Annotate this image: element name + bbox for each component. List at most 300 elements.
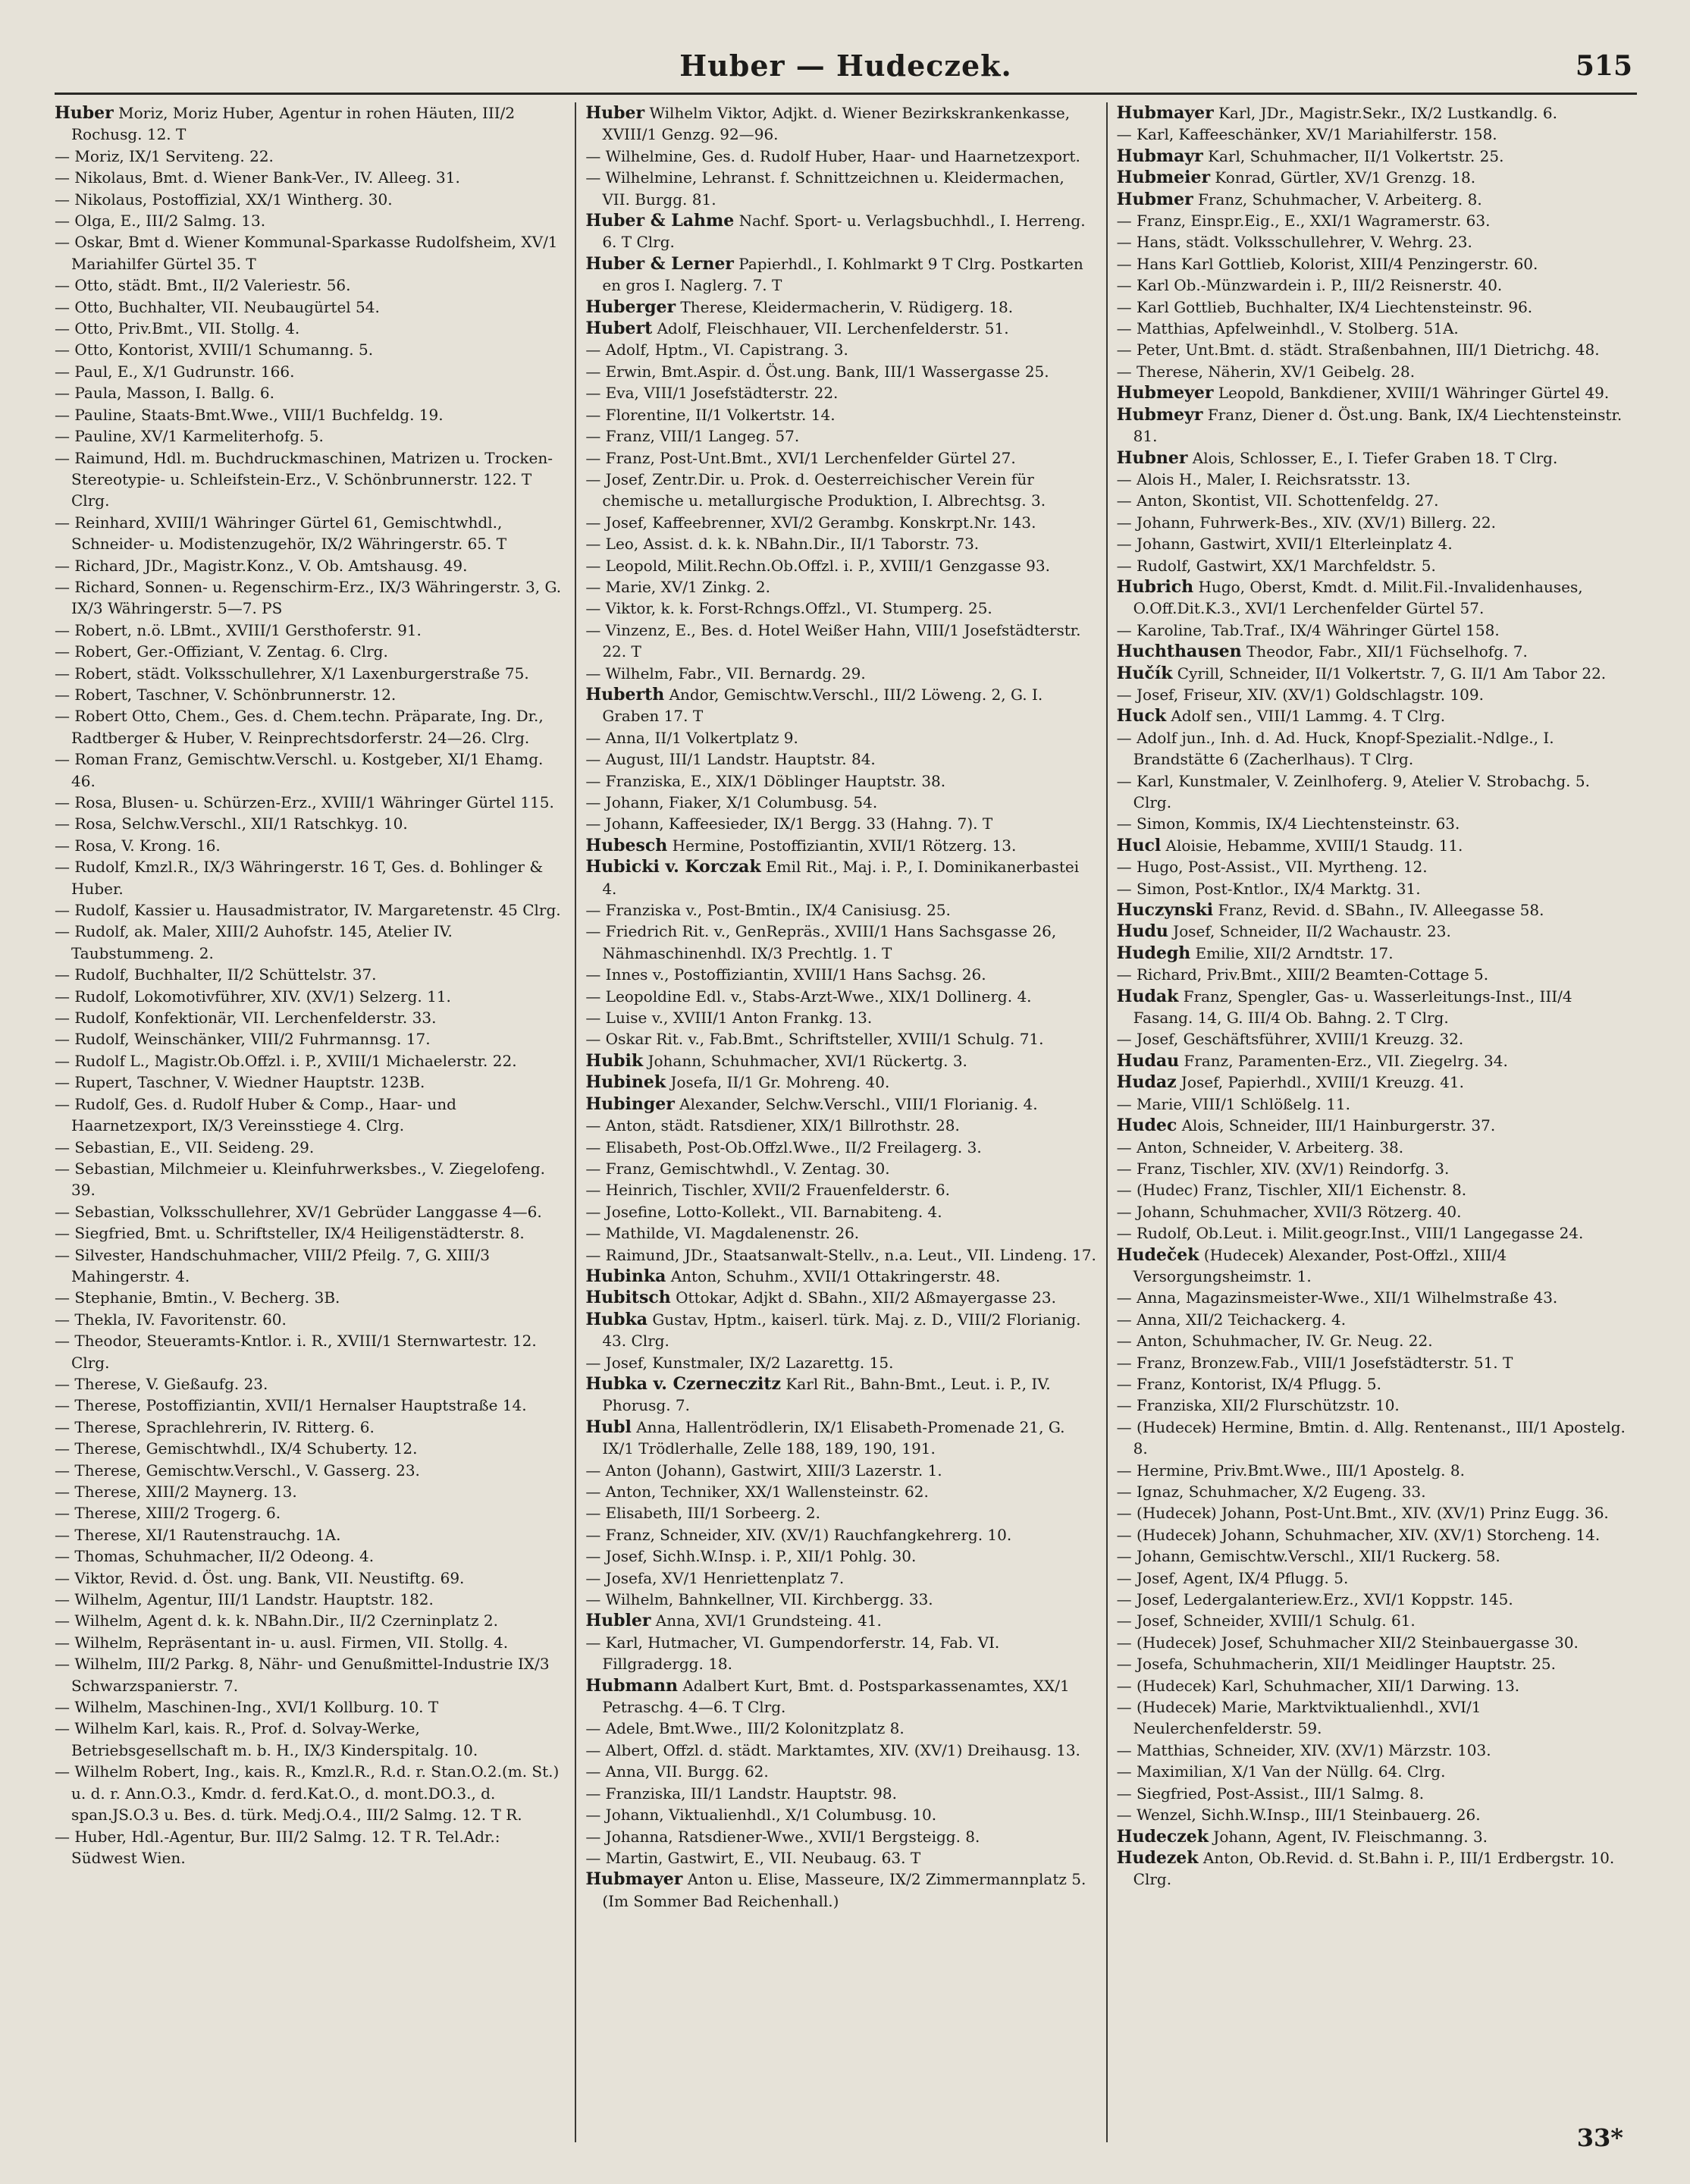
- entry-text: — Josef, Friseur, XIV. (XV/1) Goldschlagstr. 109.: [1116, 685, 1484, 704]
- directory-entry: [1117, 1395, 1628, 1416]
- entry-text: — Innes v., Postoffiziantin, XVIII/1 Hans Sachsg. 26.: [585, 965, 986, 984]
- entry-text: — Anton, Schuhmacher, IV. Gr. Neug. 22.: [1116, 1332, 1433, 1351]
- entry-text: — Wilhelm, Maschinen-Ing., XVI/1 Kollburg. 10. T: [55, 1698, 439, 1717]
- entry-text: Theodor, Fabr., XII/1 Füchselhofg. 7.: [1241, 642, 1528, 661]
- directory-entry: [55, 964, 566, 985]
- entry-text: — Wilhelm, Bahnkellner, VII. Kirchbergg. 33.: [585, 1590, 933, 1609]
- entry-surname: Hubert: [585, 318, 653, 339]
- entry-text: — Peter, Unt.Bmt. d. städt. Straßenbahnen, III/1 Dietrichg. 48.: [1116, 340, 1600, 359]
- entry-text: Anton, Ob.Revid. d. St.Bahn i. P., III/1 Erdbergstr. 10. Clrg.: [1133, 1848, 1615, 1889]
- entry-text: Cyrill, Schneider, II/1 Volkertstr. 7, G. II/1 Am Tabor 22.: [1172, 664, 1607, 682]
- directory-entry: [585, 1740, 1096, 1761]
- entry-text: — Simon, Kommis, IX/4 Liechtensteinstr. 63.: [1116, 814, 1460, 833]
- directory-entry: [1117, 1115, 1628, 1136]
- entry-text: — Wilhelmine, Ges. d. Rudolf Huber, Haar- und Haarnetzexport.: [585, 146, 1080, 165]
- entry-text: Anton, Schuhm., XVII/1 Ottakringerstr. 48.: [666, 1266, 1001, 1285]
- entry-text: — Franziska, XII/2 Flurschützstr. 10.: [1116, 1396, 1400, 1415]
- entry-text: Wilhelm Viktor, Adjkt. d. Wiener Bezirkskrankenkasse, XVIII/1 Genzg. 92—96.: [602, 104, 1071, 144]
- directory-entry: [585, 663, 1096, 684]
- directory-entry: [1117, 813, 1628, 834]
- directory-entry: [55, 1287, 566, 1308]
- columns: [55, 102, 1637, 2142]
- entry-text: Adalbert Kurt, Bmt. d. Postsparkassenamtes, XX/1 Petraschg. 4—6. T Clrg.: [602, 1676, 1070, 1717]
- entry-text: — Otto, Priv.Bmt., VII. Stollg. 4.: [55, 319, 300, 338]
- entry-text: — Richard, JDr., Magistr.Konz., V. Ob. Amtshausg. 49.: [55, 556, 468, 575]
- directory-entry: [1117, 1675, 1628, 1696]
- directory-entry: [1117, 275, 1628, 296]
- directory-entry: [585, 1072, 1096, 1093]
- directory-entry: [585, 1481, 1096, 1502]
- directory-entry: [585, 620, 1096, 663]
- directory-entry: [55, 231, 566, 275]
- directory-entry: [1117, 641, 1628, 662]
- directory-entry: [55, 447, 566, 512]
- directory-entry: [585, 792, 1096, 813]
- directory-entry: [1117, 1502, 1628, 1523]
- entry-text: — Alois H., Maler, I. Reichsratsstr. 13.: [1116, 469, 1411, 488]
- directory-entry: [1117, 943, 1628, 964]
- entry-text: — Johann, Viktualienhdl., X/1 Columbusg. 10.: [585, 1806, 937, 1825]
- entry-text: — Adolf jun., Inh. d. Ad. Huck, Knopf-Spezialit.-Ndlge., I. Brandstätte 6 (Zacherlhaus). T Clrg.: [1116, 728, 1554, 769]
- entry-text: — Marie, VIII/1 Schlößelg. 11.: [1116, 1094, 1351, 1113]
- directory-entry: [1117, 318, 1628, 339]
- entry-text: — Rudolf, Ges. d. Rudolf Huber & Comp., Haar- und Haarnetzexport, IX/3 Vereinsstiege 4. Clrg.: [55, 1094, 456, 1135]
- directory-entry: [585, 318, 1096, 339]
- directory-entry: [1117, 533, 1628, 554]
- entry-text: — Siegfried, Bmt. u. Schriftsteller, IX/4 Heiligenstädterstr. 8.: [55, 1224, 525, 1243]
- directory-entry: [585, 1115, 1096, 1136]
- directory-entry: [1117, 878, 1628, 899]
- entry-text: — Josef, Kunstmaler, IX/2 Lazarettg. 15.: [585, 1353, 894, 1372]
- entry-text: — Robert, Taschner, V. Schönbrunnerstr. 12.: [55, 685, 397, 704]
- directory-entry: [55, 792, 566, 813]
- entry-text: Nachf. Sport- u. Verlagsbuchhdl., I. Herreng. 6. T Clrg.: [602, 212, 1086, 252]
- entry-surname: Huberger: [585, 297, 676, 317]
- directory-entry: [585, 1266, 1096, 1287]
- entry-text: — Therese, Postoffiziantin, XVII/1 Hernalser Hauptstraße 14.: [55, 1396, 527, 1415]
- entry-text: — Oskar, Bmt d. Wiener Kommunal-Sparkasse Rudolfsheim, XV/1 Mariahilfer Gürtel 35. T: [55, 233, 558, 273]
- entry-text: Anna, Hallentrödlerin, IX/1 Elisabeth-Promenade 21, G. IX/1 Trödlerhalle, Zelle 188, 189, 190, 191.: [602, 1417, 1065, 1458]
- directory-entry: [585, 1610, 1096, 1631]
- entry-text: — Therese, XI/1 Rautenstrauchg. 1A.: [55, 1525, 341, 1544]
- directory-entry: [585, 813, 1096, 834]
- entry-text: — (Hudecek) Johann, Schuhmacher, XIV. (XV/1) Storcheng. 14.: [1116, 1525, 1601, 1544]
- entry-text: — Franziska v., Post-Bmtin., IX/4 Canisiusg. 25.: [585, 901, 951, 920]
- entry-text: — Josef, Sichh.W.Insp. i. P., XII/1 Pohlg. 30.: [585, 1547, 917, 1566]
- directory-entry: [55, 835, 566, 856]
- entry-text: — Rudolf, Ob.Leut. i. Milit.geogr.Inst., VIII/1 Langegasse 24.: [1116, 1224, 1584, 1243]
- entry-text: — Wilhelm, Agentur, III/1 Landstr. Hauptstr. 182.: [55, 1590, 434, 1609]
- directory-entry: [1117, 1460, 1628, 1481]
- entry-text: — Siegfried, Post-Assist., III/1 Salmg. 8.: [1116, 1784, 1425, 1803]
- entry-text: Josef, Schneider, II/2 Wachaustr. 23.: [1168, 922, 1451, 941]
- entry-text: Karl Rit., Bahn-Bmt., Leut. i. P., IV. Phorusg. 7.: [602, 1374, 1051, 1415]
- directory-entry: [585, 339, 1096, 360]
- directory-entry: [1117, 576, 1628, 620]
- entry-surname: Hubka: [585, 1309, 647, 1329]
- entry-text: — Rudolf L., Magistr.Ob.Offzl. i. P., XVIII/1 Michaelerstr. 22.: [55, 1051, 517, 1070]
- directory-entry: [1117, 1740, 1628, 1761]
- entry-surname: Hudau: [1116, 1050, 1180, 1071]
- directory-entry: [585, 1804, 1096, 1825]
- directory-entry: [1117, 512, 1628, 533]
- directory-entry: [55, 813, 566, 834]
- entry-text: — Karoline, Tab.Traf., IX/4 Währinger Gürtel 158.: [1116, 620, 1500, 639]
- directory-entry: [585, 1675, 1096, 1718]
- entry-text: — Karl, Kunstmaler, V. Zeinlhoferg. 9, Atelier V. Strobachg. 5. Clrg.: [1116, 771, 1590, 811]
- entry-text: — Karl Ob.-Münzwardein i. P., III/2 Reisnerstr. 40.: [1116, 276, 1503, 295]
- directory-entry: [1117, 1847, 1628, 1891]
- directory-entry: [1117, 1524, 1628, 1545]
- entry-text: — Friedrich Rit. v., GenRepräs., XVIII/1 Hans Sachsgasse 26, Nähmaschinenhdl. IX/3 Prechtlg. 1. T: [585, 922, 1057, 962]
- directory-entry: [585, 1179, 1096, 1200]
- entry-text: — Rudolf, ak. Maler, XIII/2 Auhofstr. 145, Atelier IV. Taubstummeng. 2.: [55, 922, 453, 962]
- directory-entry: [585, 1094, 1096, 1115]
- directory-entry: [585, 964, 1096, 985]
- directory-entry: [55, 748, 566, 792]
- entry-surname: Huczynski: [1116, 900, 1214, 921]
- entry-text: — Franz, Gemischtwhdl., V. Zentag. 30.: [585, 1159, 890, 1178]
- directory-entry: [1117, 899, 1628, 921]
- entry-text: — Josefine, Lotto-Kollekt., VII. Barnabiteng. 4.: [585, 1202, 942, 1221]
- directory-entry: [55, 512, 566, 555]
- directory-entry: [55, 856, 566, 899]
- directory-entry: [585, 210, 1096, 253]
- entry-text: — Wilhelm, Fabr., VII. Bernardg. 29.: [585, 664, 866, 682]
- directory-entry: [585, 361, 1096, 382]
- directory-entry: [55, 102, 566, 146]
- entry-text: (Hudecek) Alexander, Post-Offzl., XIII/4 Versorgungsheimstr. 1.: [1133, 1245, 1507, 1285]
- directory-entry: [55, 576, 566, 620]
- directory-entry: [1117, 404, 1628, 447]
- entry-text: — Olga, E., III/2 Salmg. 13.: [55, 212, 266, 231]
- directory-entry: [55, 1309, 566, 1330]
- directory-entry: [1117, 1761, 1628, 1782]
- directory-entry: [55, 1696, 566, 1718]
- directory-entry: [55, 339, 566, 360]
- entry-surname: Hubmeyr: [1116, 404, 1203, 425]
- entry-text: — Josef, Geschäftsführer, XVIII/1 Kreuzg. 32.: [1116, 1030, 1464, 1049]
- directory-entry: [55, 663, 566, 684]
- directory-entry: [585, 447, 1096, 469]
- entry-text: — Johann, Schuhmacher, XVII/3 Rötzerg. 40.: [1116, 1202, 1462, 1221]
- entry-text: Johann, Schuhmacher, XVI/1 Rückertg. 3.: [643, 1051, 967, 1070]
- directory-entry: [1117, 339, 1628, 360]
- entry-text: — Viktor, Revid. d. Öst. ung. Bank, VII. Neustiftg. 69.: [55, 1568, 465, 1587]
- sheet-signature: 33*: [1576, 2123, 1623, 2152]
- directory-entry: [55, 1028, 566, 1050]
- directory-entry: [55, 1610, 566, 1631]
- entry-text: — Leo, Assist. d. k. k. NBahn.Dir., II/1 Taborstr. 73.: [585, 535, 980, 554]
- directory-entry: [585, 1201, 1096, 1222]
- directory-entry: [1117, 1309, 1628, 1330]
- entry-text: — Stephanie, Bmtin., V. Becherg. 3B.: [55, 1288, 340, 1307]
- entry-surname: Hubmeier: [1116, 168, 1211, 188]
- entry-surname: Hubinger: [585, 1094, 675, 1114]
- entry-text: — Rosa, V. Krong. 16.: [55, 836, 221, 855]
- directory-entry: [1117, 1179, 1628, 1200]
- directory-entry: [1117, 1072, 1628, 1093]
- entry-text: — Anton, Techniker, XX/1 Wallensteinstr. 62.: [585, 1483, 929, 1501]
- entry-text: Alois, Schlosser, E., I. Tiefer Graben 18. T Clrg.: [1187, 448, 1558, 467]
- directory-entry: [1117, 1481, 1628, 1502]
- directory-entry: [1117, 1417, 1628, 1460]
- entry-text: — Hermine, Priv.Bmt.Wwe., III/1 Apostelg. 8.: [1116, 1461, 1465, 1480]
- directory-entry: [585, 253, 1096, 297]
- entry-text: — Rudolf, Kmzl.R., IX/3 Währingerstr. 16 T, Ges. d. Bohlinger & Huber.: [55, 858, 544, 898]
- directory-entry: [585, 1869, 1096, 1912]
- directory-entry: [585, 1761, 1096, 1782]
- directory-entry: [55, 1481, 566, 1502]
- entry-text: — Anton (Johann), Gastwirt, XIII/3 Lazerstr. 1.: [585, 1461, 942, 1480]
- entry-text: — Johann, Fuhrwerk-Bes., XIV. (XV/1) Billerg. 22.: [1116, 513, 1496, 532]
- directory-entry: [55, 167, 566, 188]
- entry-surname: Hubmeyer: [1116, 383, 1214, 403]
- directory-entry: [585, 555, 1096, 576]
- directory-entry: [55, 620, 566, 641]
- directory-entry: [1117, 1330, 1628, 1351]
- entry-text: — Theodor, Steueramts-Kntlor. i. R., XVIII/1 Sternwartestr. 12. Clrg.: [55, 1332, 537, 1372]
- directory-entry: [55, 1330, 566, 1373]
- entry-text: — Silvester, Handschuhmacher, VIII/2 Pfeilg. 7, G. XIII/3 Mahingerstr. 4.: [55, 1245, 491, 1285]
- entry-text: — Wenzel, Sichh.W.Insp., III/1 Steinbauerg. 26.: [1116, 1806, 1481, 1825]
- directory-entry: [55, 1761, 566, 1825]
- entry-text: — Robert Otto, Chem., Ges. d. Chem.techn. Präparate, Ing. Dr., Radtberger & Huber, V. Reinprechtsdorferstr. 24—26. Clrg.: [55, 707, 544, 747]
- entry-surname: Huber: [55, 103, 114, 123]
- directory-entry: [1117, 1094, 1628, 1115]
- entry-text: — Anton, Schneider, V. Arbeiterg. 38.: [1116, 1138, 1404, 1156]
- directory-entry: [585, 1632, 1096, 1675]
- column-1: [55, 102, 575, 2142]
- directory-entry: [1117, 663, 1628, 684]
- directory-entry: [1117, 1050, 1628, 1072]
- entry-text: — (Hudecek) Johann, Post-Unt.Bmt., XIV. (XV/1) Prinz Eugg. 36.: [1116, 1504, 1609, 1523]
- entry-text: — Rupert, Taschner, V. Wiedner Hauptstr. 123B.: [55, 1073, 425, 1092]
- entry-surname: Hudegh: [1116, 943, 1191, 963]
- entry-text: Adolf, Fleischhauer, VII. Lerchenfelderstr. 51.: [652, 319, 1009, 338]
- entry-text: — Elisabeth, Post-Ob.Offzl.Wwe., II/2 Freilagerg. 3.: [585, 1138, 982, 1156]
- entry-text: — (Hudec) Franz, Tischler, XII/1 Eichenstr. 8.: [1116, 1181, 1467, 1200]
- entry-surname: Hubmayr: [1116, 146, 1203, 166]
- entry-text: Ottokar, Adjkt d. SBahn., XII/2 Aßmayergasse 23.: [670, 1288, 1056, 1307]
- directory-entry: [1117, 1589, 1628, 1610]
- directory-entry: [585, 1718, 1096, 1739]
- entry-surname: Huber: [585, 103, 645, 123]
- directory-entry: [585, 404, 1096, 425]
- entry-surname: Hubinka: [585, 1266, 666, 1286]
- entry-text: — Simon, Post-Kntlor., IX/4 Marktg. 31.: [1116, 879, 1421, 898]
- entry-text: — Josefa, XV/1 Henriettenplatz 7.: [585, 1568, 845, 1587]
- entry-text: — Rosa, Blusen- u. Schürzen-Erz., XVIII/1 Währinger Gürtel 115.: [55, 793, 554, 811]
- entry-text: — Robert, Ger.-Offiziant, V. Zentag. 6. Clrg.: [55, 642, 388, 661]
- entry-text: — Wilhelmine, Lehranst. f. Schnittzeichnen u. Kleidermachen, VII. Burgg. 81.: [585, 168, 1064, 209]
- entry-text: Hugo, Oberst, Kmdt. d. Milit.Fil.-Invalidenhauses, O.Off.Dit.K.3., XVI/1 Lerchenfelder Gürtel 57.: [1133, 577, 1583, 618]
- entry-surname: Huberth: [585, 684, 665, 704]
- directory-entry: [1117, 210, 1628, 231]
- entry-text: — Heinrich, Tischler, XVII/2 Frauenfelderstr. 6.: [585, 1181, 950, 1200]
- entry-text: — Therese, Sprachlehrerin, IV. Ritterg. 6.: [55, 1417, 375, 1436]
- directory-entry: [1117, 1632, 1628, 1653]
- entry-text: — Johann, Fiaker, X/1 Columbusg. 54.: [585, 793, 878, 811]
- entry-text: — Otto, Kontorist, XVIII/1 Schumanng. 5.: [55, 340, 374, 359]
- directory-entry: [1117, 447, 1628, 469]
- directory-entry: [55, 1072, 566, 1093]
- entry-text: — Anton, Skontist, VII. Schottenfeldg. 27.: [1116, 491, 1439, 510]
- entry-text: — Anna, VII. Burgg. 62.: [585, 1762, 769, 1781]
- entry-text: — Luise v., XVIII/1 Anton Frankg. 13.: [585, 1009, 873, 1028]
- directory-entry: [585, 921, 1096, 964]
- entry-text: — Florentine, II/1 Volkertstr. 14.: [585, 405, 836, 424]
- directory-entry: [585, 1244, 1096, 1266]
- entry-text: — Moriz, IX/1 Serviteng. 22.: [55, 146, 274, 165]
- column-2: [575, 102, 1105, 2142]
- entry-text: — (Hudecek) Marie, Marktviktualienhdl., XVI/1 Neulerchenfelderstr. 59.: [1116, 1698, 1481, 1738]
- entry-text: — Adolf, Hptm., VI. Capistrang. 3.: [585, 340, 848, 359]
- directory-entry: [585, 1826, 1096, 1847]
- entry-text: Papierhdl., I. Kohlmarkt 9 T Clrg. Postkarten en gros I. Naglerg. 7. T: [602, 254, 1083, 295]
- directory-entry: [1117, 189, 1628, 210]
- directory-entry: [55, 1826, 566, 1869]
- entry-text: Franz, Revid. d. SBahn., IV. Alleegasse 58.: [1213, 901, 1544, 920]
- directory-entry: [585, 512, 1096, 533]
- entry-text: Gustav, Hptm., kaiserl. türk. Maj. z. D., VIII/2 Florianig. 43. Clrg.: [602, 1310, 1081, 1351]
- entry-surname: Hudec: [1116, 1116, 1177, 1136]
- entry-text: — Anna, Magazinsmeister-Wwe., XII/1 Wilhelmstraße 43.: [1116, 1288, 1558, 1307]
- entry-text: — Paul, E., X/1 Gudrunstr. 166.: [55, 362, 295, 381]
- running-title: Huber — Hudeczek.: [679, 49, 1012, 83]
- directory-entry: [1117, 382, 1628, 403]
- directory-entry: [585, 899, 1096, 921]
- entry-text: — Rosa, Selchw.Verschl., XII/1 Ratschkyg. 10.: [55, 814, 408, 833]
- entry-text: — Maximilian, X/1 Van der Nüllg. 64. Clrg.: [1116, 1762, 1446, 1781]
- directory-entry: [585, 1050, 1096, 1072]
- entry-text: — Karl Gottlieb, Buchhalter, IX/4 Liechtensteinstr. 96.: [1116, 297, 1533, 316]
- entry-text: Josefa, II/1 Gr. Mohreng. 40.: [666, 1073, 890, 1092]
- entry-text: — Thekla, IV. Favoritenstr. 60.: [55, 1310, 287, 1329]
- directory-entry: [585, 1567, 1096, 1589]
- entry-surname: Hubik: [585, 1050, 644, 1071]
- entry-text: — (Hudecek) Hermine, Bmtin. d. Allg. Rentenanst., III/1 Apostelg. 8.: [1116, 1417, 1626, 1458]
- entry-text: — Rudolf, Weinschänker, VIII/2 Fuhrmannsg. 17.: [55, 1030, 431, 1049]
- directory-entry: [55, 1094, 566, 1137]
- directory-entry: [1117, 231, 1628, 253]
- entry-text: — Franz, VIII/1 Langeg. 57.: [585, 427, 800, 446]
- entry-text: — Therese, V. Gießaufg. 23.: [55, 1374, 268, 1393]
- entry-text: — Albert, Offzl. d. städt. Marktamtes, XIV. (XV/1) Dreihausg. 13.: [585, 1740, 1080, 1759]
- directory-entry: [1117, 1028, 1628, 1050]
- entry-text: — Rudolf, Lokomotivführer, XIV. (XV/1) Selzerg. 11.: [55, 987, 451, 1006]
- entry-text: — Wilhelm, III/2 Parkg. 8, Nähr- und Genußmittel-Industrie IX/3 Schwarzspanierstr. 7.: [55, 1655, 550, 1695]
- entry-surname: Huber & Lahme: [585, 211, 735, 231]
- directory-entry: [1117, 253, 1628, 275]
- entry-text: — Therese, Gemischtwhdl., IX/4 Schuberty. 12.: [55, 1439, 418, 1458]
- directory-entry: [1117, 1287, 1628, 1308]
- directory-entry: [1117, 297, 1628, 318]
- entry-text: — Anton, städt. Ratsdiener, XIX/1 Billrothstr. 28.: [585, 1116, 960, 1135]
- directory-entry: [585, 425, 1096, 447]
- entry-surname: Hubka v. Czerneczitz: [585, 1373, 782, 1394]
- directory-entry: [1117, 770, 1628, 814]
- entry-text: — Wilhelm Robert, Ing., kais. R., Kmzl.R., R.d. r. Stan.O.2.(m. St.) u. d. r. Ann.O.3., Kmdr. d. ferd.Kat.O., d. mont.DO.3., d. span.JS.O.3 u. Bes. d. türk. Medj.O.4., III/2 Salmg. 12. T R.: [55, 1762, 560, 1825]
- entry-text: — Josefa, Schuhmacherin, XII/1 Meidlinger Hauptstr. 25.: [1116, 1655, 1556, 1674]
- entry-text: — Mathilde, VI. Magdalenenstr. 26.: [585, 1224, 860, 1243]
- directory-entry: [55, 1460, 566, 1481]
- directory-entry: [55, 555, 566, 576]
- entry-surname: Hubicki v. Korczak: [585, 857, 761, 877]
- entry-surname: Huck: [1116, 706, 1167, 726]
- directory-entry: [55, 1201, 566, 1222]
- directory-entry: [1117, 986, 1628, 1029]
- directory-entry: [585, 382, 1096, 403]
- entry-text: — Therese, Gemischtw.Verschl., V. Gasserg. 23.: [55, 1461, 420, 1480]
- directory-entry: [55, 1502, 566, 1523]
- entry-text: — Franz, Post-Unt.Bmt., XVI/1 Lerchenfelder Gürtel 27.: [585, 448, 1016, 467]
- directory-entry: [55, 684, 566, 705]
- directory-entry: [55, 1244, 566, 1288]
- directory-entry: [585, 1783, 1096, 1804]
- directory-entry: [1117, 102, 1628, 124]
- entry-text: — Johann, Gastwirt, XVII/1 Elterleinplatz 4.: [1116, 535, 1453, 554]
- directory-entry: [585, 533, 1096, 554]
- entry-text: Anna, XVI/1 Grundsteing. 41.: [651, 1611, 882, 1630]
- directory-entry: [1117, 1244, 1628, 1288]
- directory-entry: [1117, 555, 1628, 576]
- entry-text: — Karl, Kaffeeschänker, XV/1 Mariahilferstr. 158.: [1116, 125, 1497, 144]
- directory-entry: [55, 705, 566, 748]
- directory-entry: [585, 1524, 1096, 1545]
- entry-text: Josef, Papierhdl., XVIII/1 Kreuzg. 41.: [1176, 1073, 1465, 1092]
- entry-text: Emilie, XII/2 Arndtstr. 17.: [1190, 943, 1394, 962]
- entry-text: — Otto, Buchhalter, VII. Neubaugürtel 54.: [55, 297, 380, 316]
- entry-surname: Hucl: [1116, 835, 1162, 855]
- entry-text: Andor, Gemischtw.Verschl., III/2 Löweng. 2, G. I. Graben 17. T: [602, 685, 1043, 726]
- directory-entry: [1117, 684, 1628, 705]
- directory-entry: [585, 748, 1096, 770]
- page-number: 515: [1575, 50, 1632, 82]
- entry-text: — Anna, II/1 Volkertplatz 9.: [585, 728, 798, 747]
- directory-entry: [55, 189, 566, 210]
- directory-entry: [1117, 835, 1628, 856]
- directory-entry: [1117, 361, 1628, 382]
- entry-text: — August, III/1 Landstr. Hauptstr. 84.: [585, 750, 876, 769]
- directory-entry: [1117, 1826, 1628, 1847]
- entry-text: Franz, Paramenten-Erz., VII. Ziegelrg. 34.: [1179, 1051, 1508, 1070]
- directory-entry: [1117, 1222, 1628, 1244]
- entry-text: — Robert, n.ö. LBmt., XVIII/1 Gersthoferstr. 91.: [55, 620, 422, 639]
- directory-entry: [1117, 1352, 1628, 1373]
- directory-entry: [55, 1718, 566, 1761]
- directory-entry: [55, 425, 566, 447]
- directory-entry: [585, 1502, 1096, 1523]
- entry-surname: Hubesch: [585, 835, 668, 855]
- directory-entry: [1117, 1137, 1628, 1158]
- directory-entry: [1117, 124, 1628, 145]
- entry-text: — Nikolaus, Bmt. d. Wiener Bank-Ver., IV. Alleeg. 31.: [55, 168, 460, 187]
- entry-text: — Hugo, Post-Assist., VII. Myrtheng. 12.: [1116, 858, 1428, 877]
- entry-text: — Raimund, Hdl. m. Buchdruckmaschinen, Matrizen u. Trocken-Stereotypie- u. Schleifstein-Erz., V. Schönbrunnerstr. 122. T Clrg.: [55, 448, 553, 510]
- entry-surname: Hubner: [1116, 447, 1188, 468]
- entry-text: — Rudolf, Buchhalter, II/2 Schüttelstr. 37.: [55, 965, 377, 984]
- entry-text: — Johann, Gemischtw.Verschl., XII/1 Ruckerg. 58.: [1116, 1547, 1500, 1566]
- directory-entry: [55, 382, 566, 403]
- directory-entry: [55, 986, 566, 1007]
- entry-text: — Eva, VIII/1 Josefstädterstr. 22.: [585, 384, 839, 403]
- entry-text: — Wilhelm Karl, kais. R., Prof. d. Solvay-Werke, Betriebsgesellschaft m. b. H., IX/3 Kinderspitalg. 10.: [55, 1719, 478, 1759]
- entry-text: — Johann, Kaffeesieder, IX/1 Bergg. 33 (Hahng. 7). T: [585, 814, 993, 833]
- entry-text: — Reinhard, XVIII/1 Währinger Gürtel 61, Gemischtwhdl., Schneider- u. Modistenzugehör, IX/2 Währingerstr. 65. T: [55, 513, 507, 554]
- directory-entry: [585, 576, 1096, 598]
- entry-text: — Josef, Kaffeebrenner, XVI/2 Gerambg. Konskrpt.Nr. 143.: [585, 513, 1036, 532]
